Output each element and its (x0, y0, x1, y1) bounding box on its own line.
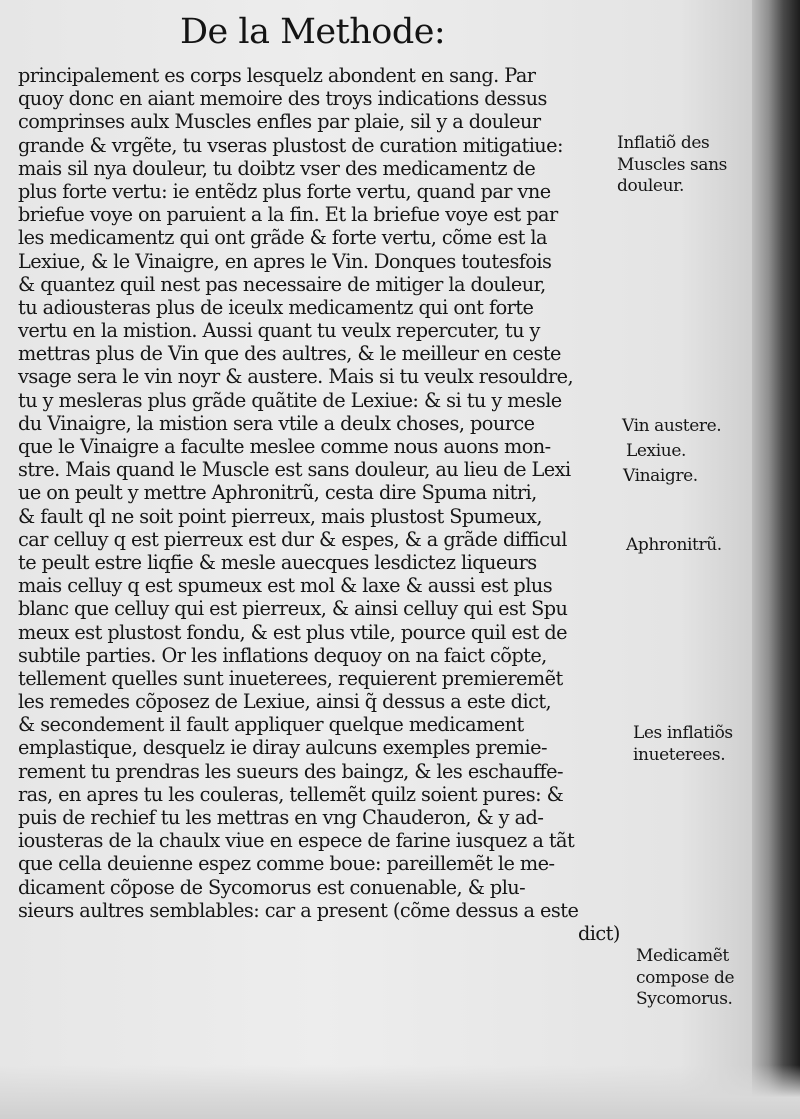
margin-note-line: inueterees. (633, 744, 726, 765)
text-line: sieurs aultres semblables: car a present (cõme dessus a este (18, 898, 579, 922)
text-line: te peult estre liqfie & mesle auecques lesdictez liqueurs (18, 550, 537, 574)
text-line: que le Vinaigre a faculte meslee comme nous auons mon- (18, 435, 551, 458)
text-line: rement tu prendras les sueurs des baingz, & les eschauffe- (18, 759, 563, 783)
text-line: Lexiue, & le Vinaigre, en apres le Vin. Donques toutesfois (18, 249, 552, 273)
margin-note-lexiue: Lexiue. (626, 441, 686, 461)
text-line: meux est plustost fondu, & est plus vtile, pource quil est de (18, 620, 568, 644)
margin-note-inflation-muscles (617, 133, 727, 198)
text-line: dict) (578, 921, 620, 945)
text-line: les remedes cõposez de Lexiue, ainsi q̃ dessus a este dict, (18, 690, 552, 714)
text-line: emplastique, desquelz ie diray aulcuns exemples premie- (18, 736, 547, 760)
margin-note-line: Medicamẽt (636, 946, 729, 966)
text-line: tu adiousteras plus de iceulx medicamentz qui ont forte (18, 295, 534, 319)
margin-note-line: Sycomorus. (636, 989, 733, 1009)
text-line: tellement quelles sunt inueterees, requierent premieremẽt (18, 666, 563, 690)
text-line: puis de rechief tu les mettras en vng Chauderon, & y ad- (18, 806, 544, 829)
margin-note-line: Inflatiõ des (617, 133, 710, 153)
main-text-block (18, 64, 630, 945)
margin-note-medicament-sycomorus (636, 946, 734, 1011)
text-line: les medicamentz qui ont grãde & forte vertu, cõme est la (18, 226, 547, 250)
margin-note-vin-austere: Vin austere. (622, 416, 722, 436)
text-line: stre. Mais quand le Muscle est sans douleur, au lieu de Lexi (18, 458, 571, 482)
text-line: subtile parties. Or les inflations dequoy on na faict cõpte, (18, 643, 547, 667)
margin-note-inflations-inueterees (633, 723, 733, 766)
text-line: briefue voye on paruient a la fin. Et la briefue voye est par (18, 203, 558, 227)
text-line: iousteras de la chaulx viue en espece de farine iusquez a tãt (18, 829, 575, 853)
margin-note-line: douleur. (617, 176, 684, 196)
book-binding-shadow (752, 0, 800, 1119)
running-header: De la Methode: (180, 12, 446, 52)
text-line: mettras plus de Vin que des aultres, & le meilleur en ceste (18, 342, 561, 366)
margin-note-line: Muscles sans (617, 154, 727, 175)
margin-note-vinaigre: Vinaigre. (623, 466, 698, 486)
text-line: dicament cõpose de Sycomorus est conuenable, & plu- (18, 875, 526, 899)
margin-note-line: Les inflatiõs (633, 723, 733, 743)
text-line: mais sil nya douleur, tu doibtz vser des medicamentz de (18, 156, 536, 180)
text-line: car celluy q est pierreux est dur & espes, & a grãde difficul (18, 527, 567, 551)
text-line: ras, en apres tu les couleras, tellemẽt quilz soient pures: & (18, 782, 564, 806)
text-line: & secondement il fault appliquer quelque medicament (18, 713, 524, 737)
text-line: mais celluy q est spumeux est mol & laxe & aussi est plus (18, 574, 553, 598)
text-line: comprinses aulx Muscles enfles par plaie, sil y a douleur (18, 110, 541, 134)
margin-note-aphronitrum: Aphronitrũ. (626, 535, 722, 555)
text-line: plus forte vertu: ie entẽdz plus forte vertu, quand par vne (18, 179, 551, 203)
text-line: principalement es corps lesquelz abondent en sang. Par (18, 64, 536, 87)
text-line: que cella deuienne espez comme boue: pareillemẽt le me- (18, 852, 555, 876)
page-bottom-shade (0, 1065, 800, 1119)
text-line: vertu en la mistion. Aussi quant tu veulx repercuter, tu y (18, 319, 540, 343)
text-line: & quantez quil nest pas necessaire de mitiger la douleur, (18, 272, 546, 296)
text-line: blanc que celluy qui est pierreux, & ainsi celluy qui est Spu (18, 597, 568, 621)
text-line: & fault ql ne soit point pierreux, mais plustost Spumeux, (18, 504, 542, 528)
text-line: du Vinaigre, la mistion sera vtile a deulx choses, pource (18, 411, 535, 435)
text-line: ue on peult y mettre Aphronitrũ, cesta dire Spuma nitri, (18, 481, 537, 505)
text-line: tu y mesleras plus grãde quãtite de Lexiue: & si tu y mesle (18, 388, 562, 412)
margin-note-line: compose de (636, 967, 735, 988)
text-line: grande & vrgẽte, tu vseras plustost de curation mitigatiue: (18, 133, 563, 157)
text-line: vsage sera le vin noyr & austere. Mais si tu veulx resouldre, (18, 365, 574, 389)
text-line: quoy donc en aiant memoire des troys indications dessus (18, 87, 547, 111)
